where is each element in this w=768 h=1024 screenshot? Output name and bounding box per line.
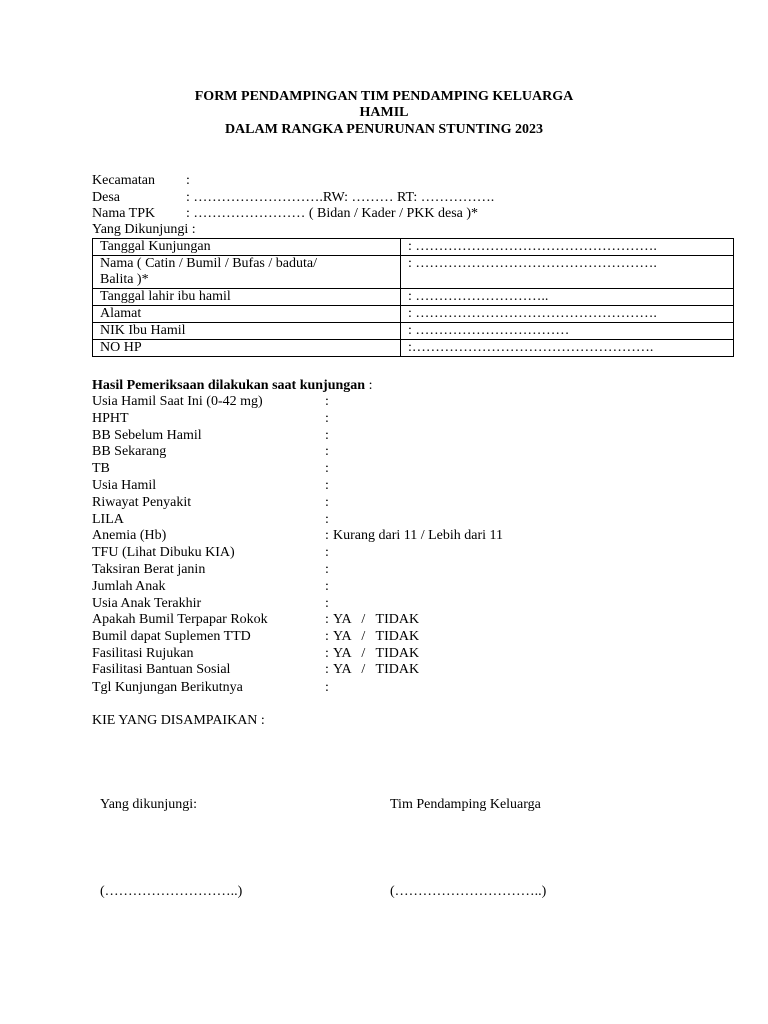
exam-item-label: Fasilitasi Rujukan — [92, 646, 194, 661]
form-title-line2: HAMIL — [359, 105, 409, 120]
form-title-line1: FORM PENDAMPINGAN TIM PENDAMPING KELUARGA — [194, 89, 574, 104]
exam-item-label: Anemia (Hb) — [92, 528, 167, 543]
table-cell-label-line2: Balita )* — [100, 272, 149, 287]
exam-item-colon: : — [325, 612, 329, 627]
exam-item-label: Fasilitasi Bantuan Sosial — [92, 662, 231, 677]
exam-item-colon: : — [325, 495, 329, 510]
exam-item-colon: : — [325, 562, 329, 577]
exam-item-value: YA / TIDAK — [333, 629, 420, 644]
table-cell-value: : ……………………….. — [401, 289, 734, 306]
exam-item-colon: : — [325, 528, 329, 543]
table-row — [93, 256, 734, 289]
kie-label: KIE YANG DISAMPAIKAN : — [92, 713, 265, 728]
table-cell-label: Alamat — [93, 306, 401, 323]
table-cell-label — [93, 256, 401, 289]
table-row — [93, 306, 734, 323]
yang-dikunjungi-label: Yang Dikunjungi : — [92, 222, 196, 237]
exam-heading — [92, 378, 372, 394]
signature-right-blank: (…………………………..) — [390, 884, 547, 899]
desa-label: Desa — [92, 190, 120, 205]
exam-item-colon: : — [325, 662, 329, 677]
table-cell-value: : ……………………………………………. — [401, 306, 734, 323]
table-cell-label: Tanggal Kunjungan — [93, 239, 401, 256]
table-cell-label-line1: Nama ( Catin / Bumil / Bufas / baduta/ — [100, 256, 317, 271]
visit-table — [92, 238, 734, 357]
table-row — [93, 323, 734, 340]
exam-item-colon: : — [325, 646, 329, 661]
exam-heading-suffix: : — [365, 378, 373, 393]
desa-value: : ……………………….RW: ……… RT: ……………. — [186, 190, 495, 205]
exam-item-label: Tgl Kunjungan Berikutnya — [92, 680, 243, 695]
table-cell-value: : ……………………………………………. — [401, 256, 734, 289]
signature-left-label: Yang dikunjungi: — [100, 797, 197, 812]
form-title-line3: DALAM RANGKA PENURUNAN STUNTING 2023 — [224, 122, 544, 137]
exam-item-value: YA / TIDAK — [333, 662, 420, 677]
signature-right-label: Tim Pendamping Keluarga — [390, 797, 541, 812]
exam-item-label: BB Sekarang — [92, 444, 167, 459]
exam-item-colon: : — [325, 394, 329, 409]
exam-item-colon: : — [325, 596, 329, 611]
signature-left-blank: (………………………..) — [100, 884, 243, 899]
exam-item-value: Kurang dari 11 / Lebih dari 11 — [333, 528, 504, 543]
exam-item-label: Taksiran Berat janin — [92, 562, 206, 577]
table-cell-value: : …………………………… — [401, 323, 734, 340]
table-cell-label: NO HP — [93, 340, 401, 357]
exam-item-value: YA / TIDAK — [333, 612, 420, 627]
table-row — [93, 239, 734, 256]
exam-item-colon: : — [325, 629, 329, 644]
exam-item-colon: : — [325, 461, 329, 476]
exam-item-label: LILA — [92, 512, 124, 527]
exam-item-label: Usia Hamil Saat Ini (0-42 mg) — [92, 394, 263, 409]
table-cell-value: :……………………………………………. — [401, 340, 734, 357]
exam-item-colon: : — [325, 428, 329, 443]
exam-item-label: Jumlah Anak — [92, 579, 166, 594]
table-cell-label: Tanggal lahir ibu hamil — [93, 289, 401, 306]
exam-item-colon: : — [325, 512, 329, 527]
exam-item-label: Apakah Bumil Terpapar Rokok — [92, 612, 268, 627]
exam-item-colon: : — [325, 411, 329, 426]
table-row — [93, 289, 734, 306]
exam-item-colon: : — [325, 680, 329, 695]
exam-item-colon: : — [325, 545, 329, 560]
exam-heading-text: Hasil Pemeriksaan dilakukan saat kunjungan — [92, 378, 366, 393]
exam-item-label: Usia Hamil — [92, 478, 157, 493]
exam-item-label: Riwayat Penyakit — [92, 495, 192, 510]
exam-item-label: Usia Anak Terakhir — [92, 596, 202, 611]
exam-item-value: YA / TIDAK — [333, 646, 420, 661]
exam-item-label: BB Sebelum Hamil — [92, 428, 202, 443]
exam-item-label: Bumil dapat Suplemen TTD — [92, 629, 251, 644]
nama-tpk-value: : …………………… ( Bidan / Kader / PKK desa )* — [186, 206, 479, 221]
table-cell-value: : ……………………………………………. — [401, 239, 734, 256]
kecamatan-label: Kecamatan — [92, 173, 155, 188]
exam-item-label: HPHT — [92, 411, 129, 426]
exam-item-label: TFU (Lihat Dibuku KIA) — [92, 545, 235, 560]
nama-tpk-label: Nama TPK — [92, 206, 156, 221]
table-row — [93, 340, 734, 357]
exam-item-colon: : — [325, 444, 329, 459]
kecamatan-value: : — [186, 173, 190, 188]
table-cell-label: NIK Ibu Hamil — [93, 323, 401, 340]
exam-item-label: TB — [92, 461, 110, 476]
exam-item-colon: : — [325, 478, 329, 493]
exam-item-colon: : — [325, 579, 329, 594]
